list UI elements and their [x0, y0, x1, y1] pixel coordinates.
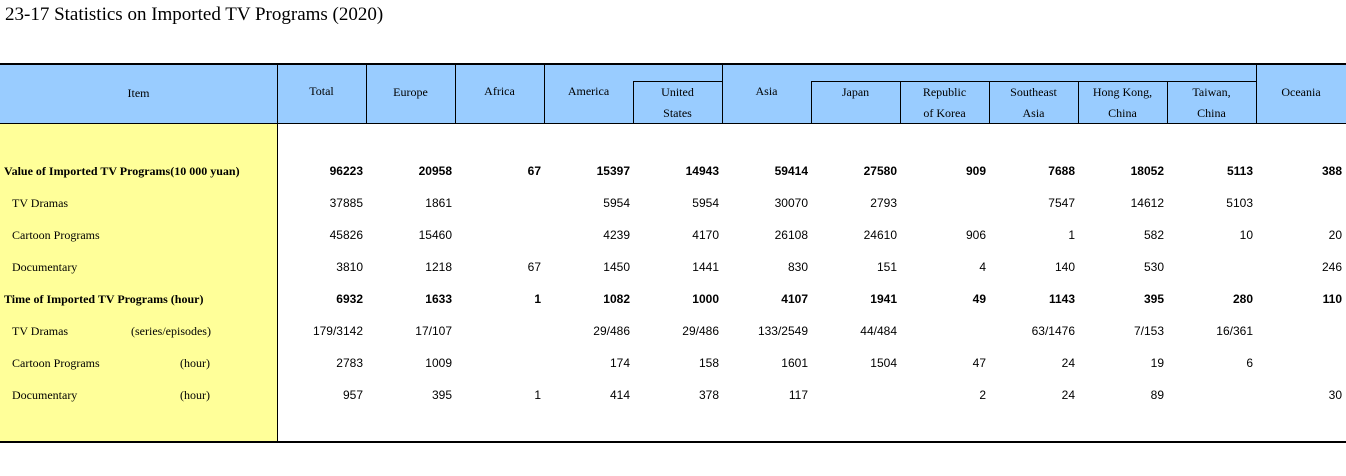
table-cell: 29/486 — [682, 324, 719, 338]
table-cell: 5113 — [1226, 164, 1253, 178]
table-cell: 1861 — [425, 196, 452, 210]
table-cell: 59414 — [774, 164, 808, 178]
table-cell: 830 — [787, 260, 808, 274]
table-cell: 378 — [698, 388, 719, 402]
table-cell: 1009 — [425, 356, 452, 370]
header-america: America — [567, 84, 610, 98]
table-cell: 174 — [609, 356, 630, 370]
table-cell: 3810 — [336, 260, 363, 274]
table-cell: 158 — [698, 356, 719, 370]
table-cell: 140 — [1054, 260, 1075, 274]
header-united-states-line1: United — [661, 85, 694, 99]
table-cell: 24610 — [863, 228, 897, 242]
table-cell: 151 — [876, 260, 897, 274]
table-cell: 27580 — [863, 164, 897, 178]
table-cell: 16/361 — [1216, 324, 1253, 338]
table-cell: 18052 — [1130, 164, 1164, 178]
table-cell: 1441 — [692, 260, 719, 274]
table-cell: 280 — [1232, 292, 1253, 306]
table-cell: 44/484 — [860, 324, 897, 338]
table-cell: 4 — [979, 260, 986, 274]
table-cell: 45826 — [329, 228, 363, 242]
header-total: Total — [309, 84, 334, 98]
table-cell: 67 — [527, 164, 541, 178]
table-cell: 246 — [1321, 260, 1342, 274]
table-cell: 1218 — [425, 260, 452, 274]
table-cell: 15397 — [596, 164, 630, 178]
table-cell: 909 — [965, 164, 986, 178]
table-cell: 6932 — [336, 292, 363, 306]
table-cell: 1 — [1068, 228, 1075, 242]
table-cell: 1941 — [870, 292, 897, 306]
table-cell: 10 — [1239, 228, 1253, 242]
table-cell: 1450 — [603, 260, 630, 274]
row-label: TV Dramas — [12, 324, 69, 338]
row-label: Time of Imported TV Programs (hour) — [4, 292, 204, 306]
table-cell: 133/2549 — [757, 324, 808, 338]
table-cell: 24 — [1061, 388, 1075, 402]
table-cell: 1 — [534, 292, 541, 306]
table-cell: 2793 — [870, 196, 897, 210]
header-taiwan-line1: Taiwan, — [1192, 85, 1231, 99]
header-hongkong-line1: Hong Kong, — [1092, 85, 1153, 99]
table-cell: 17/107 — [415, 324, 452, 338]
row-label: Cartoon Programs — [12, 356, 100, 370]
row-unit: (hour) — [180, 356, 210, 370]
header-united-states-line2: States — [663, 106, 692, 120]
row-unit: (hour) — [180, 388, 210, 402]
row-label: Value of Imported TV Programs(10 000 yuan) — [4, 164, 240, 178]
table-cell: 5954 — [603, 196, 630, 210]
table-cell: 20 — [1328, 228, 1342, 242]
table-cell: 395 — [431, 388, 452, 402]
table-cell: 5954 — [692, 196, 719, 210]
table-cell: 1000 — [692, 292, 719, 306]
table-cell: 26108 — [774, 228, 808, 242]
header-oceania: Oceania — [1281, 85, 1321, 99]
table-cell: 47 — [972, 356, 986, 370]
table-cell: 906 — [965, 228, 986, 242]
header-korea-line2: of Korea — [923, 106, 966, 120]
table-cell: 1504 — [870, 356, 897, 370]
table-cell: 29/486 — [593, 324, 630, 338]
header-korea-line1: Republic — [922, 85, 967, 99]
table-cell: 63/1476 — [1031, 324, 1075, 338]
table-cell: 582 — [1143, 228, 1164, 242]
table-cell: 7547 — [1048, 196, 1075, 210]
table-cell: 7688 — [1048, 164, 1075, 178]
table-cell: 4107 — [781, 292, 808, 306]
row-label: Documentary — [12, 260, 78, 274]
table-cell: 49 — [972, 292, 986, 306]
table-cell: 414 — [609, 388, 630, 402]
table-cell: 14612 — [1130, 196, 1164, 210]
table-cell: 30070 — [774, 196, 808, 210]
table-cell: 67 — [527, 260, 541, 274]
table-cell: 37885 — [329, 196, 363, 210]
table-cell: 1082 — [603, 292, 630, 306]
header-southeast-asia-line2: Asia — [1022, 106, 1045, 120]
table-cell: 5103 — [1226, 196, 1253, 210]
row-label: Documentary — [12, 388, 78, 402]
header-asia: Asia — [755, 84, 778, 98]
table-cell: 179/3142 — [312, 324, 363, 338]
table-cell: 1633 — [425, 292, 452, 306]
table-cell: 957 — [342, 388, 363, 402]
table-cell: 110 — [1322, 292, 1342, 306]
table-cell: 14943 — [685, 164, 719, 178]
table-cell: 24 — [1061, 356, 1075, 370]
table-cell: 1601 — [781, 356, 808, 370]
table-cell: 530 — [1143, 260, 1164, 274]
row-label: TV Dramas — [12, 196, 69, 210]
header-hongkong-line2: China — [1108, 106, 1137, 120]
item-column-divider — [277, 65, 278, 442]
table-cell: 117 — [788, 388, 808, 402]
statistics-table — [0, 63, 1346, 444]
header-southeast-asia-line1: Southeast — [1010, 85, 1057, 99]
table-cell: 30 — [1328, 388, 1342, 402]
header-europe: Europe — [393, 85, 428, 99]
table-cell: 4170 — [692, 228, 719, 242]
table-cell: 1143 — [1048, 292, 1075, 306]
table-cell: 15460 — [418, 228, 452, 242]
header-africa: Africa — [484, 84, 515, 98]
table-bottom-rule — [0, 441, 1346, 443]
table-cell: 1 — [534, 388, 541, 402]
table-cell: 89 — [1150, 388, 1164, 402]
header-item: Item — [127, 86, 150, 100]
table-cell: 4239 — [603, 228, 630, 242]
table-cell: 19 — [1150, 356, 1164, 370]
table-cell: 388 — [1321, 164, 1342, 178]
table-cell: 2 — [979, 388, 986, 402]
table-cell: 2783 — [336, 356, 363, 370]
table-cell: 7/153 — [1133, 324, 1164, 338]
row-label: Cartoon Programs — [12, 228, 100, 242]
page-title: 23-17 Statistics on Imported TV Programs (2020) — [5, 4, 384, 25]
table-cell: 395 — [1143, 292, 1164, 306]
header-japan: Japan — [841, 85, 870, 99]
table-cell: 96223 — [329, 164, 363, 178]
row-unit: (series/episodes) — [131, 324, 211, 338]
header-taiwan-line2: China — [1197, 106, 1226, 120]
table-cell: 20958 — [418, 164, 452, 178]
table-cell: 6 — [1246, 356, 1253, 370]
